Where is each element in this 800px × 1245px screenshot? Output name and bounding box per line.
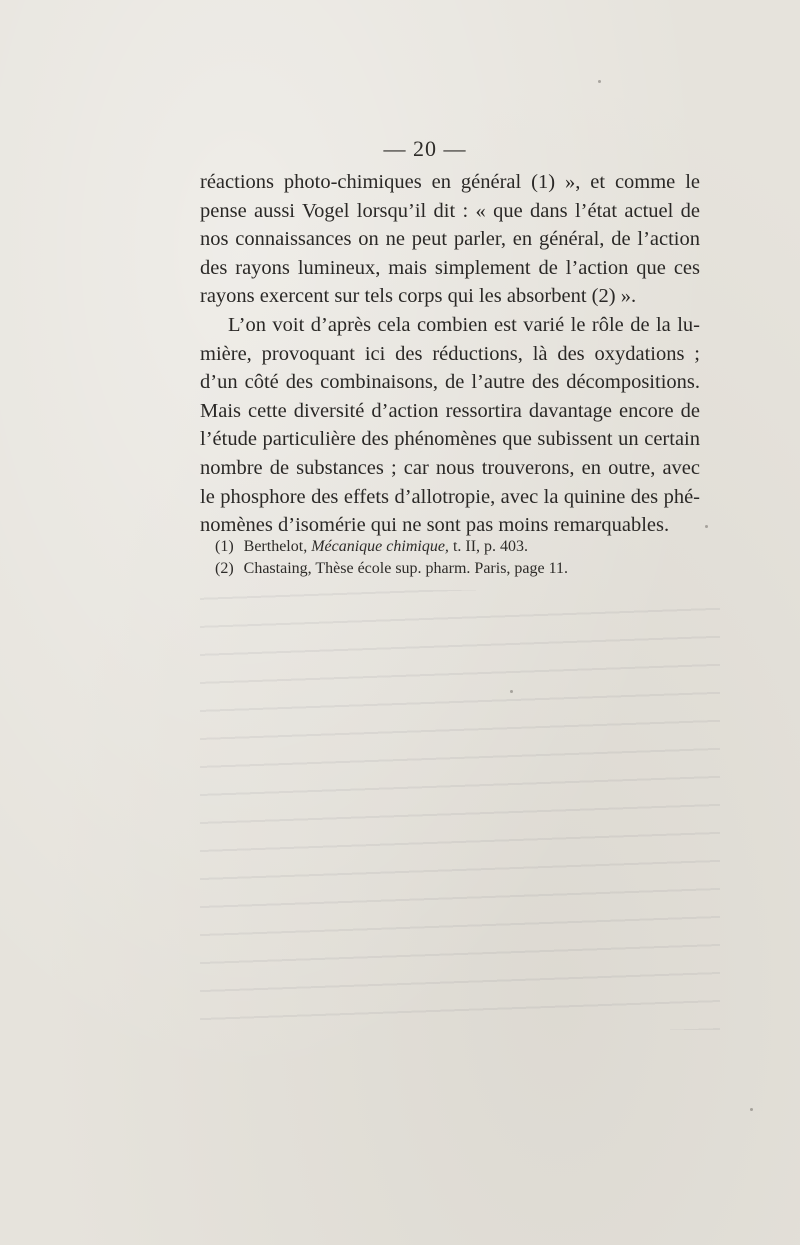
text-line: d’un côté des combinaisons, de l’autre des décompositions. bbox=[200, 371, 700, 394]
footnote-number: (2) bbox=[215, 560, 234, 577]
text-line: nomènes d’isomérie qui ne sont pas moins remarquables. bbox=[200, 514, 670, 537]
text-line: l’étude particulière des phénomènes que subissent un certain bbox=[200, 428, 700, 451]
text-line: pense aussi Vogel lorsqu’il dit : « que dans l’état actuel de bbox=[200, 199, 700, 222]
text-line: nos connaissances on ne peut parler, en général, de l’action bbox=[200, 228, 700, 251]
paper-speck bbox=[750, 1108, 753, 1111]
footnote-number: (1) bbox=[215, 538, 234, 555]
bleed-through-text bbox=[200, 590, 720, 1030]
footnote-2 bbox=[215, 558, 695, 580]
footnotes bbox=[215, 536, 695, 580]
text-line: mière, provoquant ici des réductions, là des oxydations ; bbox=[200, 342, 700, 365]
page-number: — 20 — bbox=[383, 136, 467, 161]
footnote-text: Chastaing, Thèse école sup. pharm. Paris, page 11. bbox=[243, 560, 569, 577]
footnote-title: Mécanique chimique, bbox=[311, 538, 449, 555]
paper-speck bbox=[598, 80, 601, 83]
footnote-author: Berthelot, bbox=[243, 538, 308, 555]
footnote-1 bbox=[215, 536, 695, 558]
body-text bbox=[200, 168, 700, 540]
text-line: Mais cette diversité d’action ressortira davantage encore de bbox=[200, 399, 700, 422]
text-line: réactions photo-chimiques en général (1) », et comme le bbox=[200, 171, 700, 193]
paper-speck bbox=[705, 525, 708, 528]
text-line: le phosphore des effets d’allotropie, avec la quinine des phé- bbox=[200, 485, 700, 508]
text-line: nombre de substances ; car nous trouverons, en outre, avec bbox=[200, 456, 700, 479]
text-line: rayons exercent sur tels corps qui les absorbent (2) ». bbox=[200, 285, 637, 308]
footnote-reference: t. II, p. 403. bbox=[452, 538, 529, 555]
paper-speck bbox=[510, 690, 513, 693]
paragraph-start-line: L’on voit d’après cela combien est varié le rôle de la lu- bbox=[228, 313, 700, 336]
text-line: des rayons lumineux, mais simplement de l’action que ces bbox=[200, 256, 700, 279]
